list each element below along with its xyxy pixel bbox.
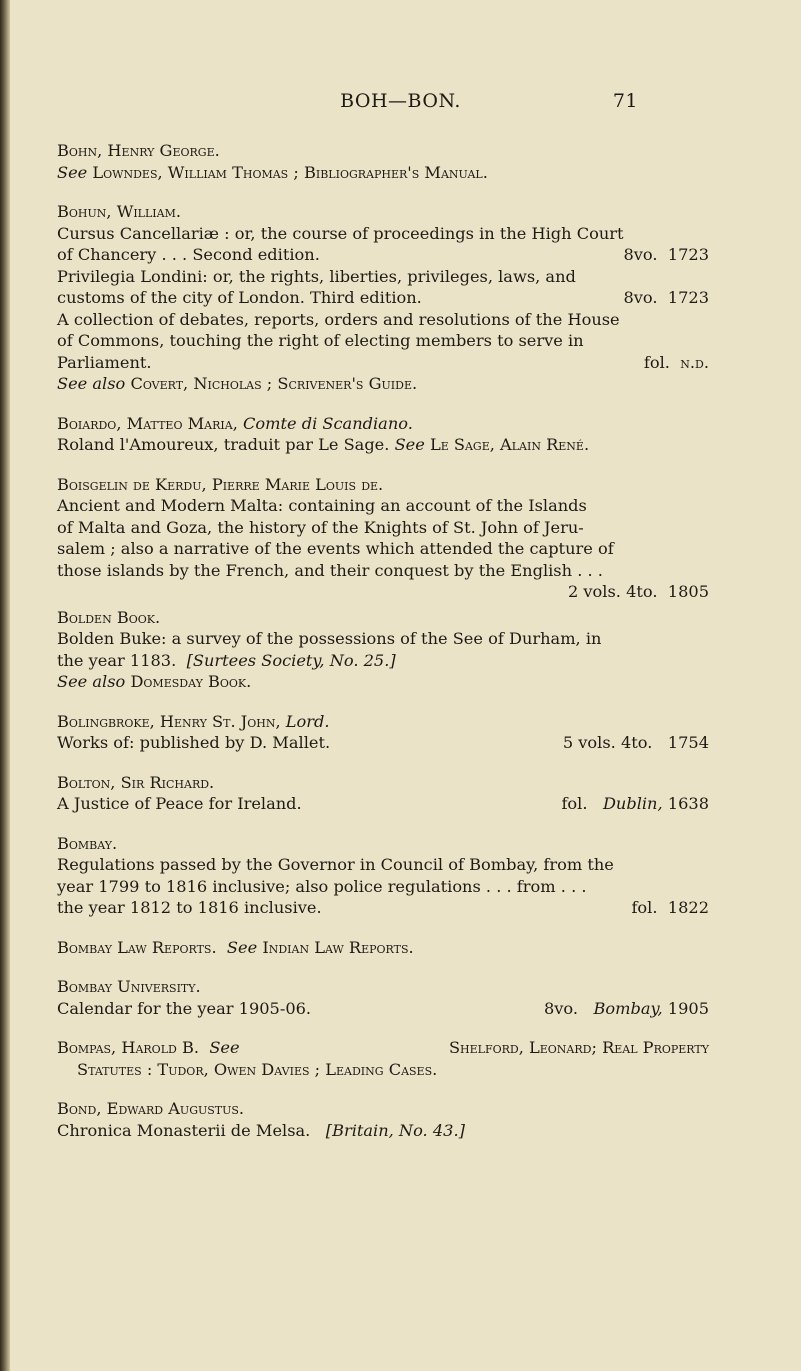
- work-format: 8vo.: [623, 288, 658, 307]
- work-title: year 1799 to 1816 inclusive; also police regulations . . . from . . .: [57, 876, 587, 896]
- see-reference: Covert, Nicholas ; Scrivener's Guide.: [130, 374, 418, 393]
- work-format: fol.: [561, 794, 588, 813]
- see-label: See also: [57, 672, 126, 691]
- work-title: A collection of debates, reports, orders and resolutions of the House: [57, 309, 620, 329]
- work-year: 1905: [667, 998, 709, 1018]
- work-format: 5 vols. 4to.: [562, 733, 653, 752]
- entry-heading: Bohun, William.: [57, 202, 181, 221]
- entry-heading: Bolton, Sir Richard.: [57, 772, 215, 792]
- work-title: Privilegia Londini: or, the rights, liberties, privileges, laws, and: [57, 266, 576, 286]
- entry-heading: Bombay University.: [57, 977, 201, 996]
- work-title: Roland l'Amoureux, traduit par Le Sage.: [57, 435, 390, 454]
- series-note: [Surtees Society, No. 25.]: [186, 650, 396, 670]
- see-label: See: [209, 1038, 240, 1057]
- work-place: Bombay,: [593, 998, 663, 1018]
- work-format: 8vo.: [623, 245, 658, 264]
- entry-heading: Bohn, Henry George.: [57, 141, 220, 160]
- work-title: the year 1812 to 1816 inclusive.: [57, 898, 322, 917]
- work-title: Regulations passed by the Governor in Council of Bombay, from the: [57, 855, 614, 874]
- entry-bombay-law-reports: [57, 937, 709, 959]
- work-line: [57, 897, 709, 919]
- see-label: See: [57, 162, 88, 182]
- work-title: A Justice of Peace for Ireland.: [57, 794, 302, 813]
- page-number: 71: [612, 90, 638, 112]
- work-format: fol.: [631, 898, 658, 917]
- work-title: of Commons, touching the right of electing members to serve in: [57, 331, 584, 350]
- entry-bombay-university: [57, 976, 709, 1019]
- entry-boisgelin: [57, 474, 709, 603]
- entry-bombay: [57, 833, 709, 919]
- see-reference: Statutes : Tudor, Owen Davies ; Leading Cases.: [77, 1059, 438, 1079]
- work-title: customs of the city of London. Third edition.: [57, 288, 422, 307]
- see-label: See: [394, 435, 425, 454]
- entry-bohn: [57, 140, 709, 183]
- entry-bolden-book: [57, 607, 709, 693]
- work-year: n.d.: [680, 352, 709, 372]
- entry-heading: Bolden Book.: [57, 607, 161, 627]
- entry-bolton: [57, 772, 709, 815]
- work-year: 1805: [667, 582, 709, 601]
- see-label: See: [226, 937, 258, 957]
- work-title: Calendar for the year 1905-06.: [57, 998, 312, 1018]
- index-entries: [57, 140, 709, 1159]
- see-reference: Domesday Book.: [130, 672, 252, 691]
- see-label: See also: [57, 374, 126, 393]
- entry-heading-title: Comte di Scandiano.: [243, 413, 413, 433]
- entry-heading: Bolingbroke, Henry St. John,: [57, 711, 281, 731]
- work-year: 1723: [667, 245, 709, 264]
- running-header: [0, 90, 801, 116]
- see-reference: Indian Law Reports.: [262, 937, 414, 957]
- work-year: 1822: [667, 898, 709, 917]
- entry-heading: Bond, Edward Augustus.: [57, 1099, 245, 1118]
- work-format: 8vo.: [543, 998, 579, 1018]
- see-reference: Shelford, Leonard; Real Property: [448, 1038, 709, 1057]
- work-line: [57, 244, 709, 266]
- work-line: [57, 581, 709, 603]
- entry-heading: Boiardo, Matteo Maria,: [57, 413, 238, 433]
- header-title: BOH—BON.: [340, 90, 461, 112]
- entry-bolingbroke: [57, 711, 709, 754]
- work-title: Parliament.: [57, 352, 152, 372]
- work-line: [57, 793, 709, 815]
- work-year: 1754: [667, 733, 709, 752]
- work-year: 1638: [667, 794, 709, 813]
- entry-bompas: [57, 1037, 709, 1080]
- series-note: [Britain, No. 43.]: [325, 1120, 465, 1140]
- entry-boiardo: [57, 413, 709, 456]
- work-title: the year 1183.: [57, 650, 177, 670]
- entry-bond: [57, 1098, 709, 1141]
- work-title: those islands by the French, and their conquest by the English . . .: [57, 560, 603, 580]
- work-title: Chronica Monasterii de Melsa.: [57, 1120, 311, 1140]
- work-line: [57, 352, 709, 374]
- entry-heading: Boisgelin de Kerdu, Pierre Marie Louis de.: [57, 474, 384, 494]
- work-format: 2 vols. 4to.: [567, 582, 658, 601]
- work-title: of Malta and Goza, the history of the Knights of St. John of Jeru-: [57, 517, 584, 537]
- entry-heading-title: Lord.: [285, 711, 330, 731]
- work-title: Works of: published by D. Mallet.: [57, 733, 331, 752]
- work-format: fol.: [643, 352, 670, 372]
- see-reference: Lowndes, William Thomas ; Bibliographer's Manual.: [92, 162, 488, 182]
- work-title: Bolden Buke: a survey of the possessions of the See of Durham, in: [57, 629, 602, 648]
- work-title: Ancient and Modern Malta: containing an account of the Islands: [57, 496, 587, 515]
- entry-bohun: [57, 201, 709, 395]
- entry-heading: Bompas, Harold B.: [57, 1038, 200, 1057]
- work-place: Dublin,: [602, 794, 663, 813]
- see-reference: Le Sage, Alain René.: [429, 435, 590, 454]
- work-title: of Chancery . . . Second edition.: [57, 245, 320, 264]
- work-line: [57, 732, 709, 754]
- work-line: [57, 998, 709, 1020]
- entry-heading: Bombay.: [57, 833, 118, 853]
- work-year: 1723: [667, 288, 709, 307]
- work-line: [57, 287, 709, 309]
- work-title: salem ; also a narrative of the events which attended the capture of: [57, 539, 614, 558]
- entry-heading: Bombay Law Reports.: [57, 937, 217, 957]
- work-title: Cursus Cancellariæ : or, the course of proceedings in the High Court: [57, 223, 624, 243]
- entry-heading-line: [57, 1037, 709, 1059]
